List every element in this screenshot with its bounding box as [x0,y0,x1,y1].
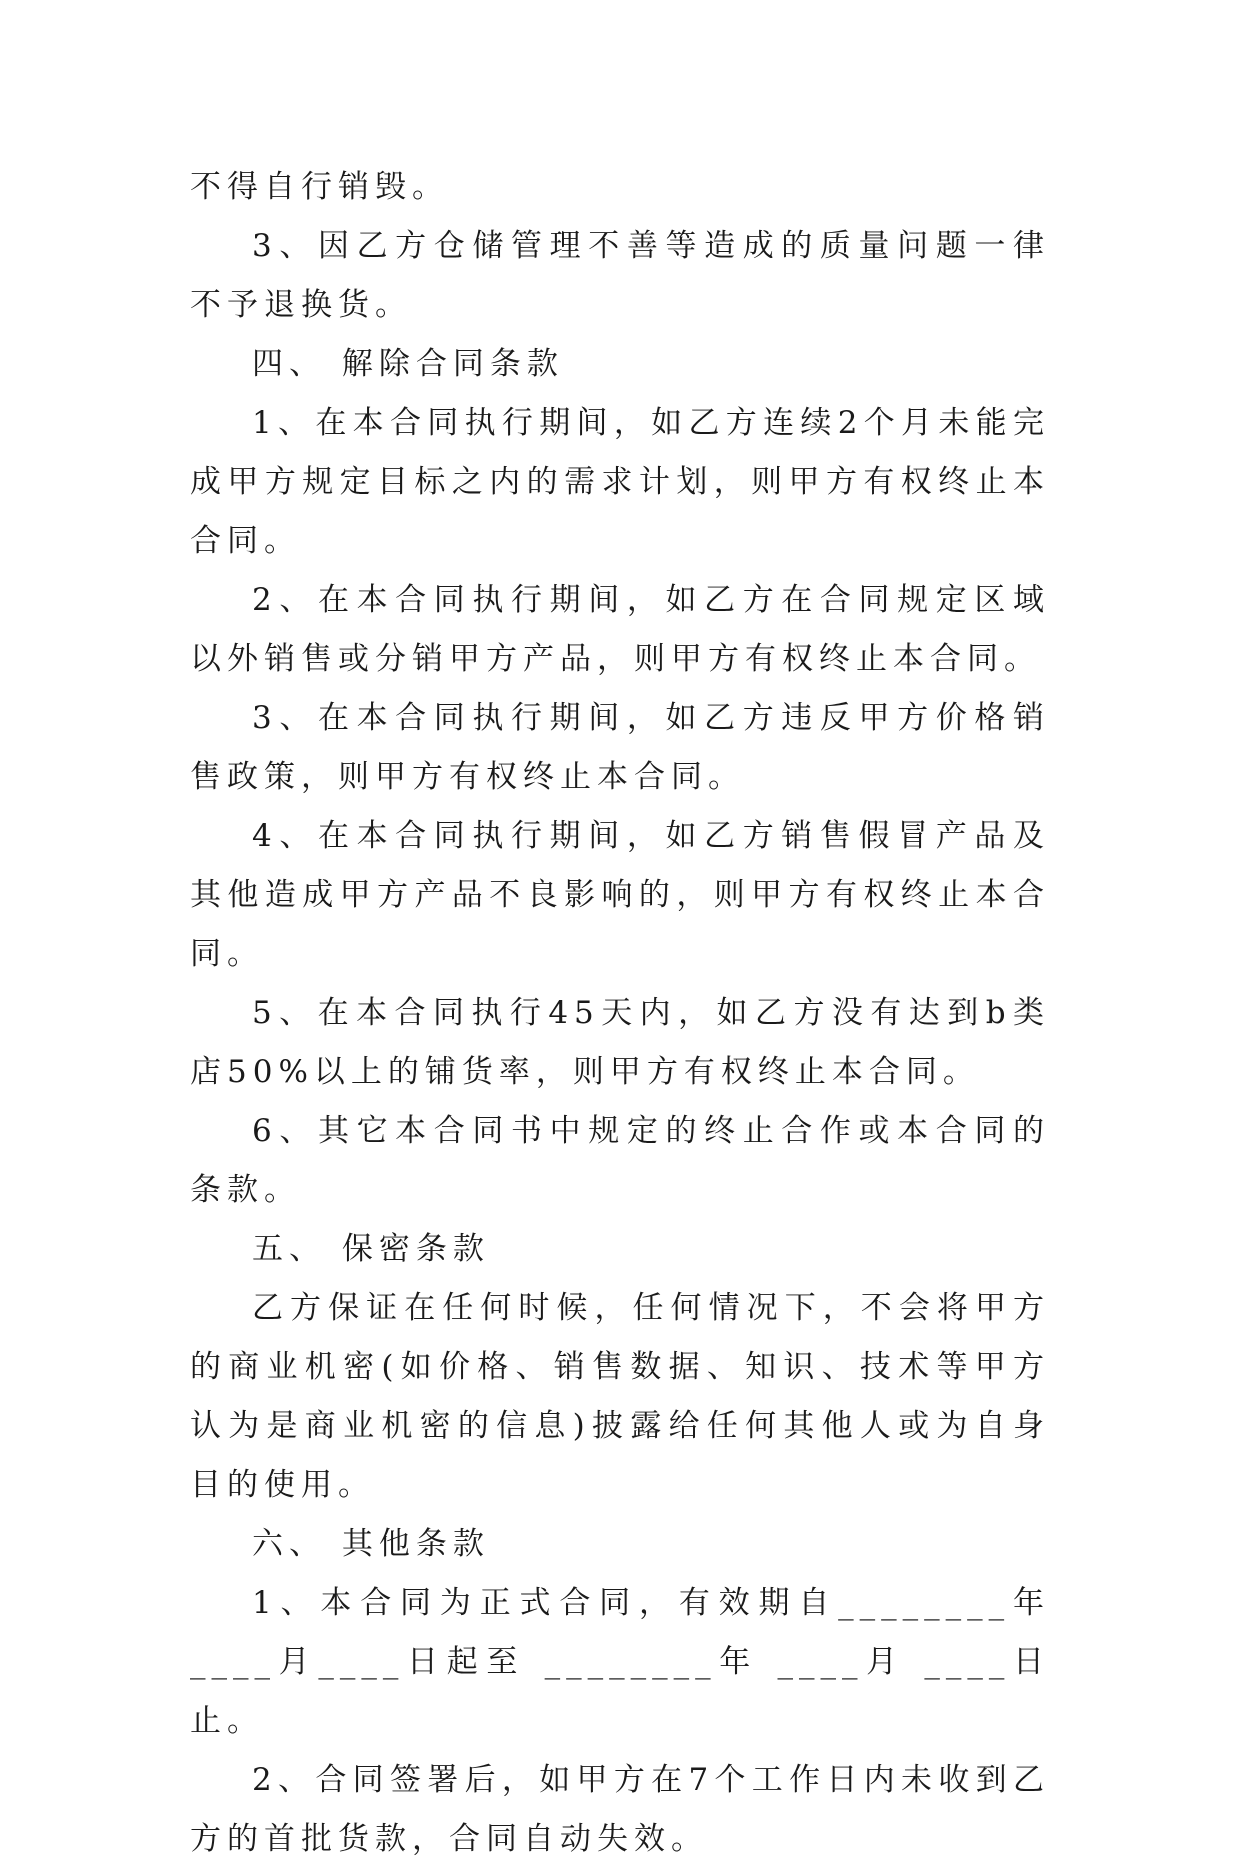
paragraph-clause-6-1: 1、本合同为正式合同，有效期自________年 ____月____日起至 ________年 ____月 ____日止。 [190,1585,1066,1739]
section-heading-6: 六、 其他条款 [252,1526,490,1562]
section-heading-4: 四、 解除合同条款 [252,346,564,382]
section-heading-5: 五、 保密条款 [252,1231,490,1267]
paragraph-clause-4-4: 4、在本合同执行期间，如乙方销售假冒产品及其他造成甲方产品不良影响的，则甲方有权终止本合同。 [190,818,1050,972]
document-body [190,158,1066,1869]
paragraph-clause-4-2: 2、在本合同执行期间，如乙方在合同规定区域以外销售或分销甲方产品，则甲方有权终止本合同。 [190,582,1050,677]
paragraph-clause-4-3: 3、在本合同执行期间，如乙方违反甲方价格销售政策，则甲方有权终止本合同。 [190,700,1050,795]
paragraph-clause-4-6: 6、其它本合同书中规定的终止合作或本合同的条款。 [190,1113,1050,1208]
paragraph-clause-6-2: 2、合同签署后，如甲方在7个工作日内未收到乙方的首批货款，合同自动失效。 [190,1762,1050,1857]
paragraph-clause-4-1: 1、在本合同执行期间，如乙方连续2个月未能完成甲方规定目标之内的需求计划，则甲方有权终止本合同。 [190,405,1050,559]
paragraph-confidentiality: 乙方保证在任何时候，任何情况下，不会将甲方的商业机密(如价格、销售数据、知识、技术等甲方认为是商业机密的信息)披露给任何其他人或为自身目的使用。 [190,1290,1050,1503]
paragraph-clause-3-3: 3、因乙方仓储管理不善等造成的质量问题一律不予退换货。 [190,228,1050,323]
paragraph-continuation: 不得自行销毁。 [190,169,449,205]
paragraph-clause-4-5: 5、在本合同执行45天内，如乙方没有达到b类店50%以上的铺货率，则甲方有权终止本合同。 [190,995,1050,1090]
